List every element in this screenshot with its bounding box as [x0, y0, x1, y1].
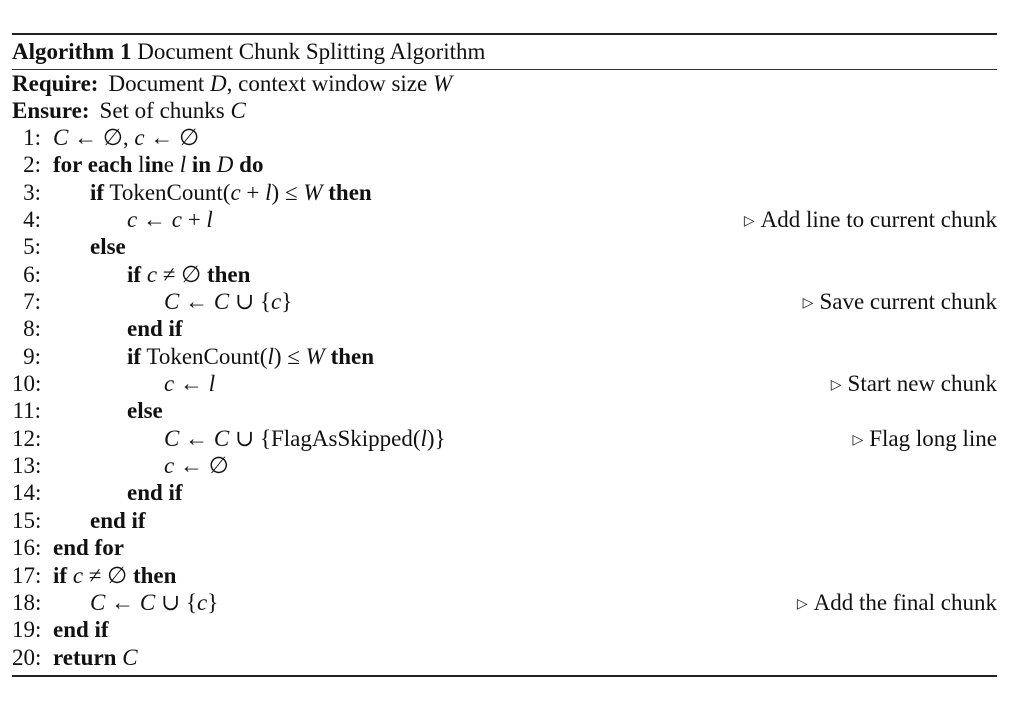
line-number: 4:	[23, 207, 41, 233]
bottom-rule	[12, 675, 997, 677]
line-number: 8:	[23, 316, 41, 342]
caption-title: Document Chunk Splitting Algorithm	[137, 39, 486, 64]
code-line-8	[12, 315, 997, 342]
line-number: 2:	[23, 152, 41, 178]
code-line-12	[12, 425, 997, 452]
code-line-6	[12, 261, 997, 288]
code-line-2	[12, 151, 997, 178]
ensure-line	[12, 97, 997, 124]
line-comment	[803, 288, 997, 317]
line-code: C ← C ∪ {FlagAsSkipped(l)}	[164, 425, 446, 451]
line-code: C ← C ∪ {c}	[164, 289, 293, 315]
line-comment	[744, 206, 997, 235]
line-code: else	[127, 398, 163, 424]
comment-triangle-icon: ▷	[852, 432, 864, 448]
line-number: 16:	[12, 535, 42, 561]
line-comment	[852, 425, 997, 454]
code-line-11	[12, 397, 997, 424]
code-line-20	[12, 644, 997, 671]
line-code: end if	[127, 480, 183, 506]
comment-text: Save current chunk	[819, 289, 997, 315]
line-number: 20:	[12, 644, 42, 670]
comment-text: Flag long line	[869, 425, 997, 451]
caption-label: Algorithm 1	[12, 39, 132, 64]
algorithm-block	[12, 33, 997, 677]
code-line-16	[12, 534, 997, 561]
line-number: 11:	[12, 398, 41, 424]
code-line-9	[12, 343, 997, 370]
line-code: end if	[127, 316, 183, 342]
require-text: Document D, context window size W	[108, 71, 453, 96]
line-number: 12:	[12, 425, 42, 451]
ensure-text: Set of chunks C	[99, 98, 246, 123]
algorithm-caption	[12, 35, 997, 69]
line-number: 7:	[23, 289, 41, 315]
line-code: end for	[53, 535, 124, 561]
line-code: C ← ∅, c ← ∅	[53, 125, 200, 150]
line-code: else	[90, 234, 126, 260]
comment-text: Add the final chunk	[813, 589, 997, 615]
line-code: if TokenCount(l) ≤ W then	[127, 343, 375, 369]
line-comment	[831, 370, 997, 399]
line-number: 5:	[23, 234, 41, 260]
code-line-15	[12, 507, 997, 534]
line-code: if c ≠ ∅ then	[127, 261, 251, 287]
line-code: c ← c + l	[127, 207, 213, 233]
comment-triangle-icon: ▷	[743, 214, 755, 230]
comment-triangle-icon: ▷	[796, 596, 808, 612]
line-number: 13:	[12, 453, 42, 479]
line-number: 10:	[12, 371, 42, 397]
code-line-4	[12, 206, 997, 233]
line-number: 17:	[12, 562, 42, 588]
line-code: end if	[90, 507, 146, 533]
require-line	[12, 70, 997, 97]
line-number: 3:	[23, 179, 41, 205]
line-code: if TokenCount(c + l) ≤ W then	[90, 179, 372, 205]
line-number: 9:	[23, 343, 41, 369]
line-code: return C	[53, 644, 138, 670]
code-line-3	[12, 179, 997, 206]
line-number: 6:	[23, 261, 41, 287]
code-line-7	[12, 288, 997, 315]
comment-triangle-icon: ▷	[830, 378, 842, 394]
code-line-18	[12, 589, 997, 616]
comment-text: Add line to current chunk	[760, 207, 997, 233]
line-code: C ← C ∪ {c}	[90, 589, 219, 615]
line-code: c ← ∅	[164, 453, 229, 479]
comment-triangle-icon: ▷	[802, 296, 814, 312]
line-number: 18:	[12, 589, 42, 615]
code-line-5	[12, 233, 997, 260]
code-line-19	[12, 616, 997, 643]
line-code: if c ≠ ∅ then	[53, 562, 177, 588]
line-code: for each line l in D do	[53, 152, 264, 178]
line-code: end if	[53, 617, 109, 643]
code-line-1	[12, 124, 997, 151]
line-number: 1:	[23, 125, 41, 150]
code-line-10	[12, 370, 997, 397]
comment-text: Start new chunk	[847, 371, 997, 397]
ensure-keyword: Ensure:	[12, 98, 90, 123]
line-number: 19:	[12, 617, 42, 643]
code-line-14	[12, 479, 997, 506]
line-number: 15:	[12, 507, 42, 533]
code-line-13	[12, 452, 997, 479]
line-comment	[797, 589, 997, 618]
line-number: 14:	[12, 480, 42, 506]
code-line-17	[12, 562, 997, 589]
line-code: c ← l	[164, 371, 216, 397]
require-keyword: Require:	[12, 71, 99, 96]
